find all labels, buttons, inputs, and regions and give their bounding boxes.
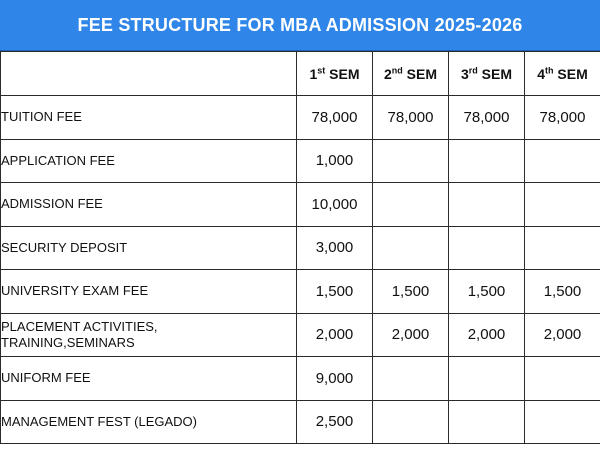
fee-value-sem-1: 2,000 [297,313,373,357]
sem-header-3 [449,52,525,96]
fee-value-sem-2: 78,000 [373,96,449,140]
sem-number: 3 [460,65,469,82]
fee-value-sem-2 [373,400,449,444]
sem-ordinal-suffix: th [545,64,554,75]
fee-value-sem-4: 78,000 [525,96,600,140]
fee-value-sem-2 [373,357,449,401]
fee-label: APPLICATION FEE [1,139,297,183]
fee-value-sem-1: 9,000 [297,357,373,401]
sem-label: SEM [402,65,438,82]
sem-ordinal-suffix: st [317,64,326,75]
fee-label: TUITION FEE [1,96,297,140]
table-row [1,183,600,227]
table-row [1,400,600,444]
fee-value-sem-3: 1,500 [449,270,525,314]
sem-label: SEM [553,65,588,82]
fee-value-sem-4: 1,500 [525,270,600,314]
sem-header-4 [525,52,600,96]
fee-label: UNIFORM FEE [1,357,297,401]
fee-label: ADMISSION FEE [1,183,297,227]
fee-value-sem-3 [449,357,525,401]
table-row [1,139,600,183]
fee-value-sem-2 [373,183,449,227]
fee-value-sem-3 [449,226,525,270]
sem-number: 4 [537,65,546,82]
sem-ordinal-suffix: nd [391,64,403,75]
fee-value-sem-1: 3,000 [297,226,373,270]
fee-value-sem-4: 2,000 [525,313,600,357]
table-row [1,270,600,314]
table-header-row [1,52,600,96]
fee-label: UNIVERSITY EXAM FEE [1,270,297,314]
empty-header-cell [1,52,297,96]
sem-label: SEM [325,65,360,82]
fee-value-sem-3: 78,000 [449,96,525,140]
fee-value-sem-4 [525,183,600,227]
fee-label: SECURITY DEPOSIT [1,226,297,270]
fee-value-sem-4 [525,139,600,183]
fee-value-sem-3 [449,400,525,444]
fee-value-sem-1: 2,500 [297,400,373,444]
table-row [1,357,600,401]
fee-value-sem-4 [525,400,600,444]
table-row [1,313,600,357]
sem-ordinal-suffix: rd [468,64,478,75]
sem-label: SEM [477,65,513,82]
fee-value-sem-3 [449,183,525,227]
fee-value-sem-2: 1,500 [373,270,449,314]
fee-value-sem-1: 78,000 [297,96,373,140]
fee-value-sem-1: 1,000 [297,139,373,183]
table-body [1,96,600,444]
page-title: FEE STRUCTURE FOR MBA ADMISSION 2025-2026 [0,0,600,51]
table-row [1,96,600,140]
fee-value-sem-3: 2,000 [449,313,525,357]
sem-number: 1 [309,65,318,82]
fee-value-sem-2 [373,139,449,183]
sem-header-1 [297,52,373,96]
fee-table [0,51,600,444]
fee-label: MANAGEMENT FEST (LEGADO) [1,400,297,444]
fee-label: PLACEMENT ACTIVITIES, TRAINING,SEMINARS [1,313,297,357]
fee-value-sem-4 [525,226,600,270]
sem-header-2 [373,52,449,96]
fee-value-sem-3 [449,139,525,183]
sem-number: 2 [383,65,392,82]
table-row [1,226,600,270]
fee-value-sem-2: 2,000 [373,313,449,357]
fee-value-sem-1: 10,000 [297,183,373,227]
fee-value-sem-1: 1,500 [297,270,373,314]
fee-value-sem-4 [525,357,600,401]
fee-value-sem-2 [373,226,449,270]
